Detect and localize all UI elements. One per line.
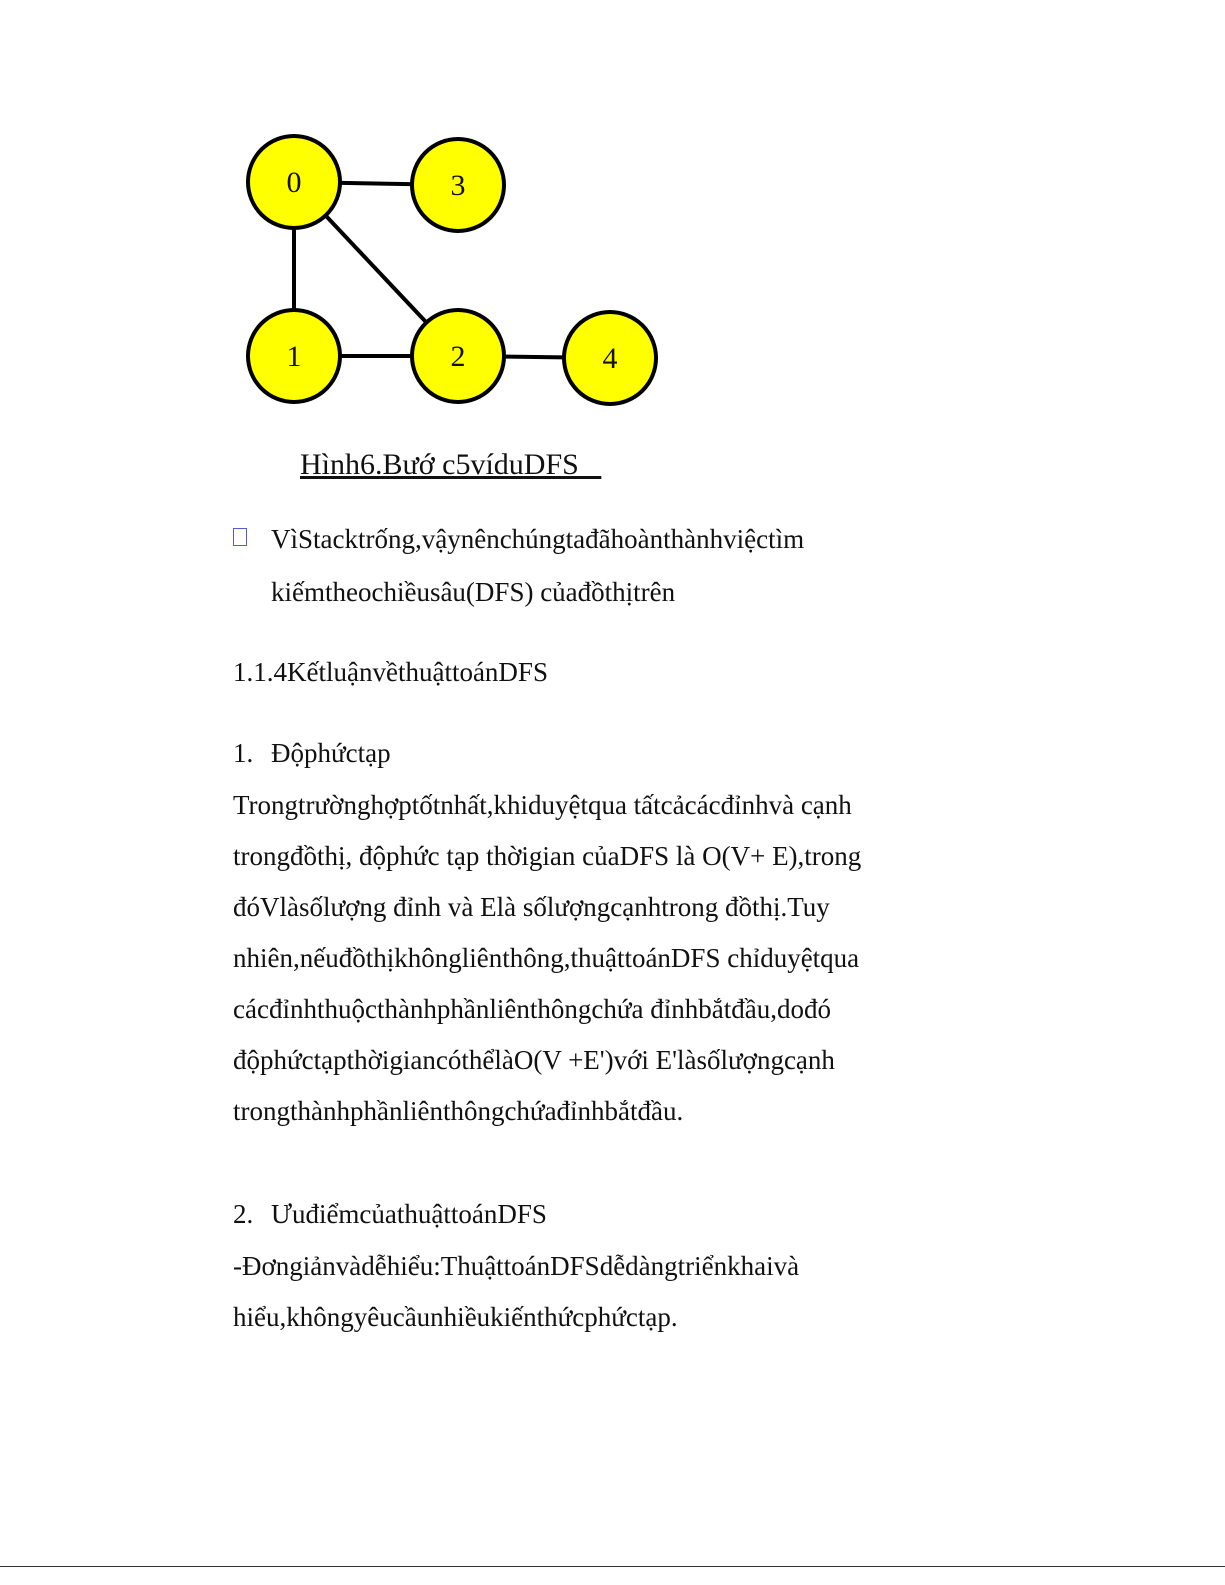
item1-line: cácđỉnhthuộcthànhphầnliênthôngchứa đỉnhbắtđầu,dođó — [233, 994, 831, 1024]
item2-line: hiểu,khôngyêucầunhiềukiếnthứcphứctạp. — [233, 1302, 678, 1332]
page-bottom-rule — [0, 1566, 1225, 1567]
dfs-graph-figure — [0, 0, 720, 430]
bullet-line-1: VìStacktrống,vậynênchúngtađãhoànthànhviệctìm — [271, 524, 805, 554]
item1-title: Độphứctạp — [271, 738, 391, 768]
item2-line: -Đơngiảnvàdễhiểu:ThuậttoánDFSdễdàngtriểnkhaivà — [233, 1251, 800, 1281]
item1-line: độphứctạpthờigiancóthểlàO(V +E')với E'làsốlượngcạnh — [233, 1045, 835, 1075]
graph-node-label-4: 4 — [602, 342, 618, 375]
bullet-line-2: kiếmtheochiềusâu(DFS) củađồthịtrên — [271, 577, 676, 607]
item1-line: Trongtrườnghợptốtnhất,khiduyệtqua tấtcảcácđỉnhvà cạnh — [233, 790, 852, 820]
graph-node-label-0: 0 — [286, 166, 302, 199]
figure-caption: Hình6.Bướ c5víduDFS — [300, 448, 602, 481]
item1-line: trongthànhphầnliênthôngchứađỉnhbắtđầu. — [233, 1096, 684, 1126]
item2-title: ƯuđiểmcủathuậttoánDFS — [271, 1199, 547, 1229]
bullet-box-icon — [233, 528, 247, 546]
graph-node-label-1: 1 — [286, 340, 302, 373]
item1-line: trongđồthị, độphức tạp thờigian củaDFS là O(V+ E),trong — [233, 841, 862, 871]
item1-line: nhiên,nếuđồthịkhôngliênthông,thuậttoánDFS chỉduyệtqua — [233, 943, 860, 973]
graph-node-label-3: 3 — [450, 169, 466, 202]
item1-line: đóVlàsốlượng đỉnh và Elà sốlượngcạnhtrong đồthị.Tuy — [233, 892, 830, 922]
item1-number: 1. — [233, 738, 254, 768]
graph-node-label-2: 2 — [450, 340, 466, 373]
item2-number: 2. — [233, 1199, 254, 1229]
section-heading: 1.1.4KếtluậnvềthuậttoánDFS — [233, 657, 548, 687]
